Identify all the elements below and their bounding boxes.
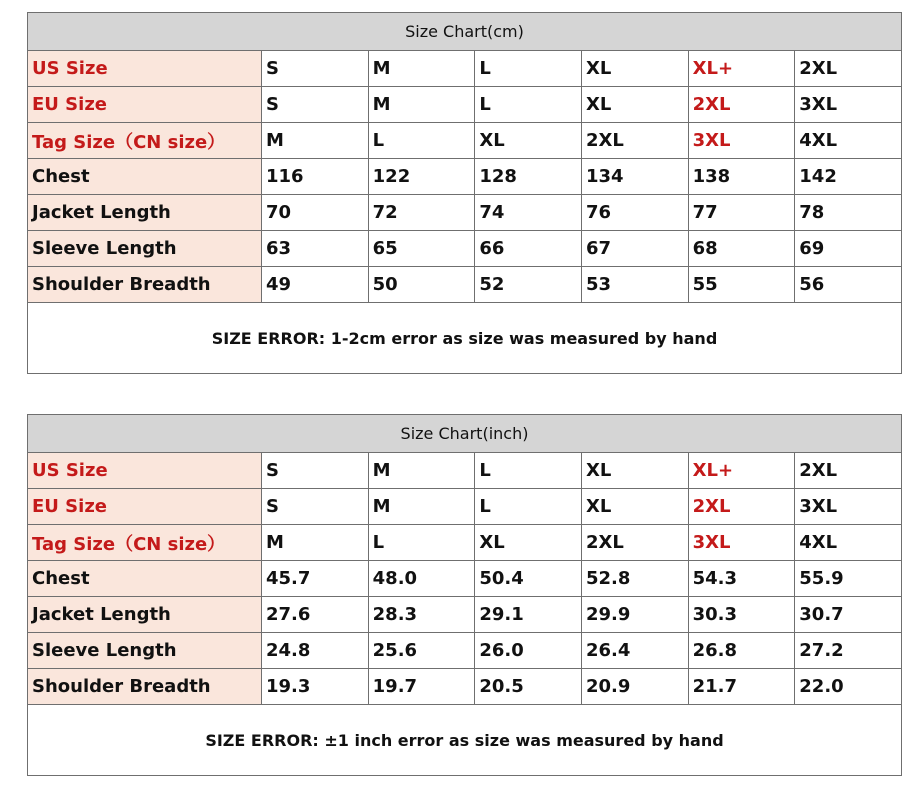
table-cell: S <box>262 489 369 525</box>
table-cell: 2XL <box>688 87 795 123</box>
table-cell: 29.9 <box>581 597 688 633</box>
table-cell: 2XL <box>581 525 688 561</box>
table-cell: 2XL <box>795 453 902 489</box>
table-cell: 67 <box>581 231 688 267</box>
table-row <box>28 561 902 597</box>
table-cell: XL <box>581 51 688 87</box>
table-cell: 142 <box>795 159 902 195</box>
table-cell: XL <box>581 489 688 525</box>
table-cell: 4XL <box>795 525 902 561</box>
row-label: Jacket Length <box>28 195 262 231</box>
table-cell: 45.7 <box>262 561 369 597</box>
table-cell: 26.0 <box>475 633 582 669</box>
table-cell: 78 <box>795 195 902 231</box>
row-label: Tag Size（CN size） <box>28 123 262 159</box>
table-cell: 50 <box>368 267 475 303</box>
table-cell: M <box>368 453 475 489</box>
table-row <box>28 195 902 231</box>
table-row <box>28 87 902 123</box>
table-cell: S <box>262 453 369 489</box>
table-cell: 26.4 <box>581 633 688 669</box>
table-cell: S <box>262 87 369 123</box>
table-cell: 26.8 <box>688 633 795 669</box>
table-cell: L <box>475 453 582 489</box>
table-cell: 55 <box>688 267 795 303</box>
table-cell: M <box>368 87 475 123</box>
note-row <box>28 705 902 776</box>
table-cell: 25.6 <box>368 633 475 669</box>
table-cell: 27.6 <box>262 597 369 633</box>
table-cell: 30.3 <box>688 597 795 633</box>
size-error-note: SIZE ERROR: ±1 inch error as size was measured by hand <box>28 705 902 776</box>
table-cell: L <box>368 123 475 159</box>
row-label: US Size <box>28 51 262 87</box>
table-cell: 20.5 <box>475 669 582 705</box>
table-row <box>28 51 902 87</box>
row-label: EU Size <box>28 489 262 525</box>
table-cell: 2XL <box>581 123 688 159</box>
table-title-row <box>28 13 902 51</box>
table-cell: 29.1 <box>475 597 582 633</box>
table-cell: L <box>475 51 582 87</box>
table-cell: 19.7 <box>368 669 475 705</box>
table-cell: 72 <box>368 195 475 231</box>
table-row <box>28 633 902 669</box>
table-cell: 4XL <box>795 123 902 159</box>
table-cell: 134 <box>581 159 688 195</box>
table-cell: 24.8 <box>262 633 369 669</box>
table-cell: 138 <box>688 159 795 195</box>
row-label: US Size <box>28 453 262 489</box>
table-cell: XL <box>475 123 582 159</box>
chart-title: Size Chart(inch) <box>28 415 902 453</box>
table-cell: 66 <box>475 231 582 267</box>
table-cell: 77 <box>688 195 795 231</box>
table-cell: 3XL <box>795 87 902 123</box>
table-cell: 2XL <box>688 489 795 525</box>
table-cell: 27.2 <box>795 633 902 669</box>
table-cell: XL <box>475 525 582 561</box>
table-cell: 69 <box>795 231 902 267</box>
table-cell: 74 <box>475 195 582 231</box>
table-cell: 2XL <box>795 51 902 87</box>
table-cell: XL+ <box>688 51 795 87</box>
table-row <box>28 525 902 561</box>
table-cell: 65 <box>368 231 475 267</box>
table-row <box>28 159 902 195</box>
table-cell: 49 <box>262 267 369 303</box>
table-cell: 28.3 <box>368 597 475 633</box>
table-row <box>28 267 902 303</box>
table-cell: 52 <box>475 267 582 303</box>
row-label: EU Size <box>28 87 262 123</box>
row-label: Sleeve Length <box>28 231 262 267</box>
table-cell: 22.0 <box>795 669 902 705</box>
table-cell: 56 <box>795 267 902 303</box>
table-cell: 30.7 <box>795 597 902 633</box>
table-cell: L <box>475 87 582 123</box>
row-label: Chest <box>28 159 262 195</box>
chart-title: Size Chart(cm) <box>28 13 902 51</box>
size-table-cm <box>27 12 902 374</box>
table-cell: 52.8 <box>581 561 688 597</box>
table-cell: 3XL <box>795 489 902 525</box>
table-cell: XL <box>581 453 688 489</box>
table-cell: L <box>368 525 475 561</box>
row-label: Shoulder Breadth <box>28 669 262 705</box>
row-label: Tag Size（CN size） <box>28 525 262 561</box>
table-row <box>28 669 902 705</box>
size-chart-cm <box>27 12 902 374</box>
table-cell: 48.0 <box>368 561 475 597</box>
table-row <box>28 123 902 159</box>
table-cell: 76 <box>581 195 688 231</box>
table-cell: M <box>262 123 369 159</box>
table-cell: 20.9 <box>581 669 688 705</box>
table-cell: XL+ <box>688 453 795 489</box>
table-cell: 128 <box>475 159 582 195</box>
table-row <box>28 231 902 267</box>
table-cell: 55.9 <box>795 561 902 597</box>
table-cell: S <box>262 51 369 87</box>
note-row <box>28 303 902 374</box>
table-cell: M <box>262 525 369 561</box>
table-cell: 3XL <box>688 123 795 159</box>
table-cell: 54.3 <box>688 561 795 597</box>
table-title-row <box>28 415 902 453</box>
table-row <box>28 453 902 489</box>
table-cell: 70 <box>262 195 369 231</box>
table-cell: 21.7 <box>688 669 795 705</box>
table-cell: XL <box>581 87 688 123</box>
table-cell: 116 <box>262 159 369 195</box>
table-cell: M <box>368 489 475 525</box>
row-label: Sleeve Length <box>28 633 262 669</box>
table-cell: 50.4 <box>475 561 582 597</box>
table-row <box>28 489 902 525</box>
table-cell: 53 <box>581 267 688 303</box>
table-cell: 122 <box>368 159 475 195</box>
size-table-inch <box>27 414 902 776</box>
table-cell: 63 <box>262 231 369 267</box>
table-row <box>28 597 902 633</box>
table-cell: L <box>475 489 582 525</box>
row-label: Shoulder Breadth <box>28 267 262 303</box>
table-cell: 68 <box>688 231 795 267</box>
table-cell: 3XL <box>688 525 795 561</box>
table-cell: 19.3 <box>262 669 369 705</box>
size-error-note: SIZE ERROR: 1-2cm error as size was measured by hand <box>28 303 902 374</box>
row-label: Jacket Length <box>28 597 262 633</box>
size-chart-inch <box>27 414 902 776</box>
row-label: Chest <box>28 561 262 597</box>
table-cell: M <box>368 51 475 87</box>
